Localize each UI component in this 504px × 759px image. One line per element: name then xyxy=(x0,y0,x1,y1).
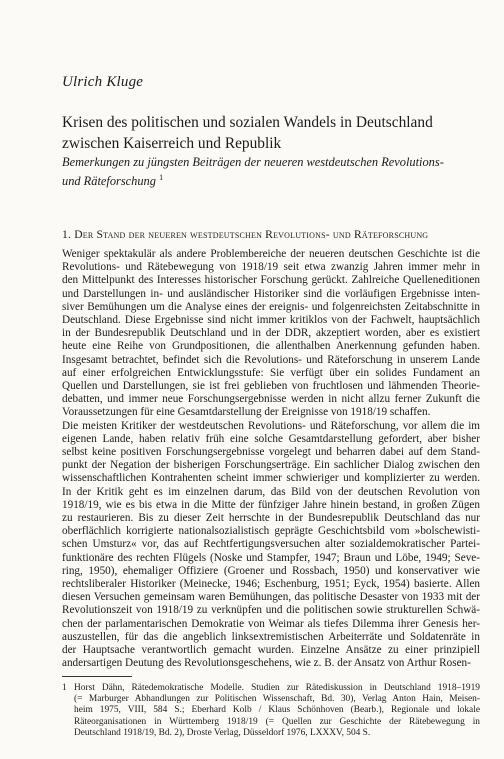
author-name: Ulrich Kluge xyxy=(62,74,144,90)
body-line: den Mittelpunkt des Interesses historischer Forschung gerückt. Zahlreiche Quelleneditionen xyxy=(62,274,480,287)
article-title xyxy=(62,112,482,154)
footnote-line xyxy=(62,683,480,694)
body-line: Quellen und Darstellungen, sie ist frei geblieben von fruchtlosen und lähmenden Theorie- xyxy=(62,380,480,393)
body-line: chen der parlamentarischen Demokratie von Weimar als tiefes Dilemma ihrer Genesis her- xyxy=(62,617,480,630)
body-line: 1918/19, wie es bis etwa in die Mitte der fünfziger Jahre hinein bestand, in großen Zügen xyxy=(62,498,480,511)
body-line: wissenschaftlichen Kontrahenten scheint immer schwieriger und komplizierter zu werden. xyxy=(62,472,480,485)
footnote-line: (= Marburger Abhandlungen zur Politischen Wissenschaft, Bd. 30), Verlag Anton Hain, Meisen- xyxy=(74,694,480,705)
body-line: heute eine Reihe von Grundpositionen, die allenthalben Anerkennung gefunden haben. xyxy=(62,340,480,353)
body-line: debatten, und immer neue Forschungsergebnisse werden in nicht allzu ferner Zukunft die xyxy=(62,393,480,406)
section-heading: 1. Der Stand der neueren westdeutschen Revolutions- und Räteforschung xyxy=(62,228,429,241)
body-line: Weniger spektakulär als andere Problembereiche der neueren deutschen Geschichte ist die xyxy=(62,248,480,260)
body-line: punkt der Negation der bisherigen Forschungserträge. Ein sachlicher Dialog zwischen den xyxy=(62,459,480,472)
body-line: in der Bundesrepublik Deutschland und in der DDR, akzeptiert worden, aber es existiert xyxy=(62,327,480,340)
footnote xyxy=(62,683,480,739)
body-line: Deutschland. Diese Ergebnisse sind nicht immer kritiklos von der Fachwelt, hauptsächlich xyxy=(62,314,480,327)
body-line: Insgesamt betrachtet, befindet sich die Revolutions- und Räteforschung in unserem Lande xyxy=(62,353,480,366)
body-line: ring, 1950), ehemaliger Offiziere (Groener und Rossbach, 1950) und konservativer wie xyxy=(62,564,480,577)
body-text xyxy=(62,248,480,671)
body-line: Revolutionszeit von 1918/19 zu verknüpfen und die politischen sowie strukturellen Schwä- xyxy=(62,604,480,617)
footnote-divider xyxy=(62,676,132,677)
body-line: auf einer erfolgreichen Entwicklungsstufe: Sie verfügt über ein solides Fundament an xyxy=(62,366,480,379)
article-subtitle xyxy=(62,154,482,189)
footnote-line: Deutschland 1918/19, Bd. 2), Droste Verlag, Düsseldorf 1976, LXXXV, 504 S. xyxy=(74,727,371,738)
footnote-marker: 1 xyxy=(159,173,164,182)
body-line: rechtsliberaler Historiker (Meinecke, 1946; Eschenburg, 1951; Eyck, 1954) basierte. Allen xyxy=(62,578,480,591)
body-line: Die meisten Kritiker der westdeutschen Revolutions- und Räteforschung, vor allem die im xyxy=(62,419,480,432)
body-line: funktionäre des rechten Flügels (Noske und Stampfer, 1947; Braun und Löbe, 1949; Seve- xyxy=(62,551,480,564)
title-line: Krisen des politischen und sozialen Wandels in Deutschland xyxy=(62,114,433,131)
body-line: Voraussetzungen für eine Gesamtdarstellung der Ereignisse von 1918/19 schaffen. xyxy=(62,406,431,419)
body-line: auszustellen, für das die angeblich linksextremistischen Arbeiterräte und Soldatenräte in xyxy=(62,630,480,643)
body-line: und Darstellungen in- und ausländischer Historiker sind die vorläufigen Ergebnisse inten- xyxy=(62,287,480,300)
title-line: zwischen Kaiserreich und Republik xyxy=(62,135,282,152)
body-line: diesen Versuchen gemeinsam waren Bemühungen, das politische Desaster von 1933 mit der xyxy=(62,591,480,604)
body-line: eigenen Lande, haben relativ früh eine solche Gesamtdarstellung gefordert, aber bisher xyxy=(62,432,480,445)
footnote-line: heim 1975, VIII, 584 S.; Eberhard Kolb / Klaus Schönhoven (Bearb.), Regionale und lokale xyxy=(74,705,480,716)
body-line: oberflächlich korrigierte nationalsozialistisch geprägte Geschichtsbild vom »bolschewisti- xyxy=(62,525,480,538)
body-line: schen Umsturz« vor, das auf Rechtfertigungsversuchen alter sozialdemokratischer Partei- xyxy=(62,538,480,551)
body-line: siver Bemühungen um die Analyse eines der ereignis- und folgenreichsten Zeitabschnitte in xyxy=(62,300,480,313)
subtitle-line: Bemerkungen zu jüngsten Beiträgen der neueren westdeutschen Revolutions- xyxy=(62,155,444,169)
footnote-text: Horst Dähn, Rätedemokratische Modelle. Studien zur Rätediskussion in Deutschland 1918–1919 xyxy=(74,683,480,693)
body-line: der Hauptsache verantwortlich gemacht wurden. Einzelne Ansätze zu einer prinzipiell xyxy=(62,644,480,657)
body-line: selbst keine positiven Forschungsergebnisse vorgelegt und beharren dabei auf dem Stand- xyxy=(62,446,480,459)
body-line: In der Kritik geht es im einzelnen darum, das Bild von der deutschen Revolution von xyxy=(62,485,480,498)
subtitle-text: und Räteforschung xyxy=(62,174,156,189)
footnote-line: Räteorganisationen in Württemberg 1918/19 (= Quellen zur Geschichte der Rätebewegung in xyxy=(74,716,480,727)
body-line: andersartigen Deutung des Revolutionsgeschehens, wie z. B. der Ansatz von Arthur Rosen- xyxy=(62,657,471,670)
footnote-number: 1 xyxy=(62,683,67,693)
body-line: zu restaurieren. Bis zu dieser Zeit herrschte in der Bundesrepublik Deutschland das nur xyxy=(62,512,480,525)
body-line: Revolutions- und Rätebewegung von 1918/19 seit etwa zwanzig Jahren immer mehr in xyxy=(62,261,480,274)
subtitle-line xyxy=(62,170,482,189)
